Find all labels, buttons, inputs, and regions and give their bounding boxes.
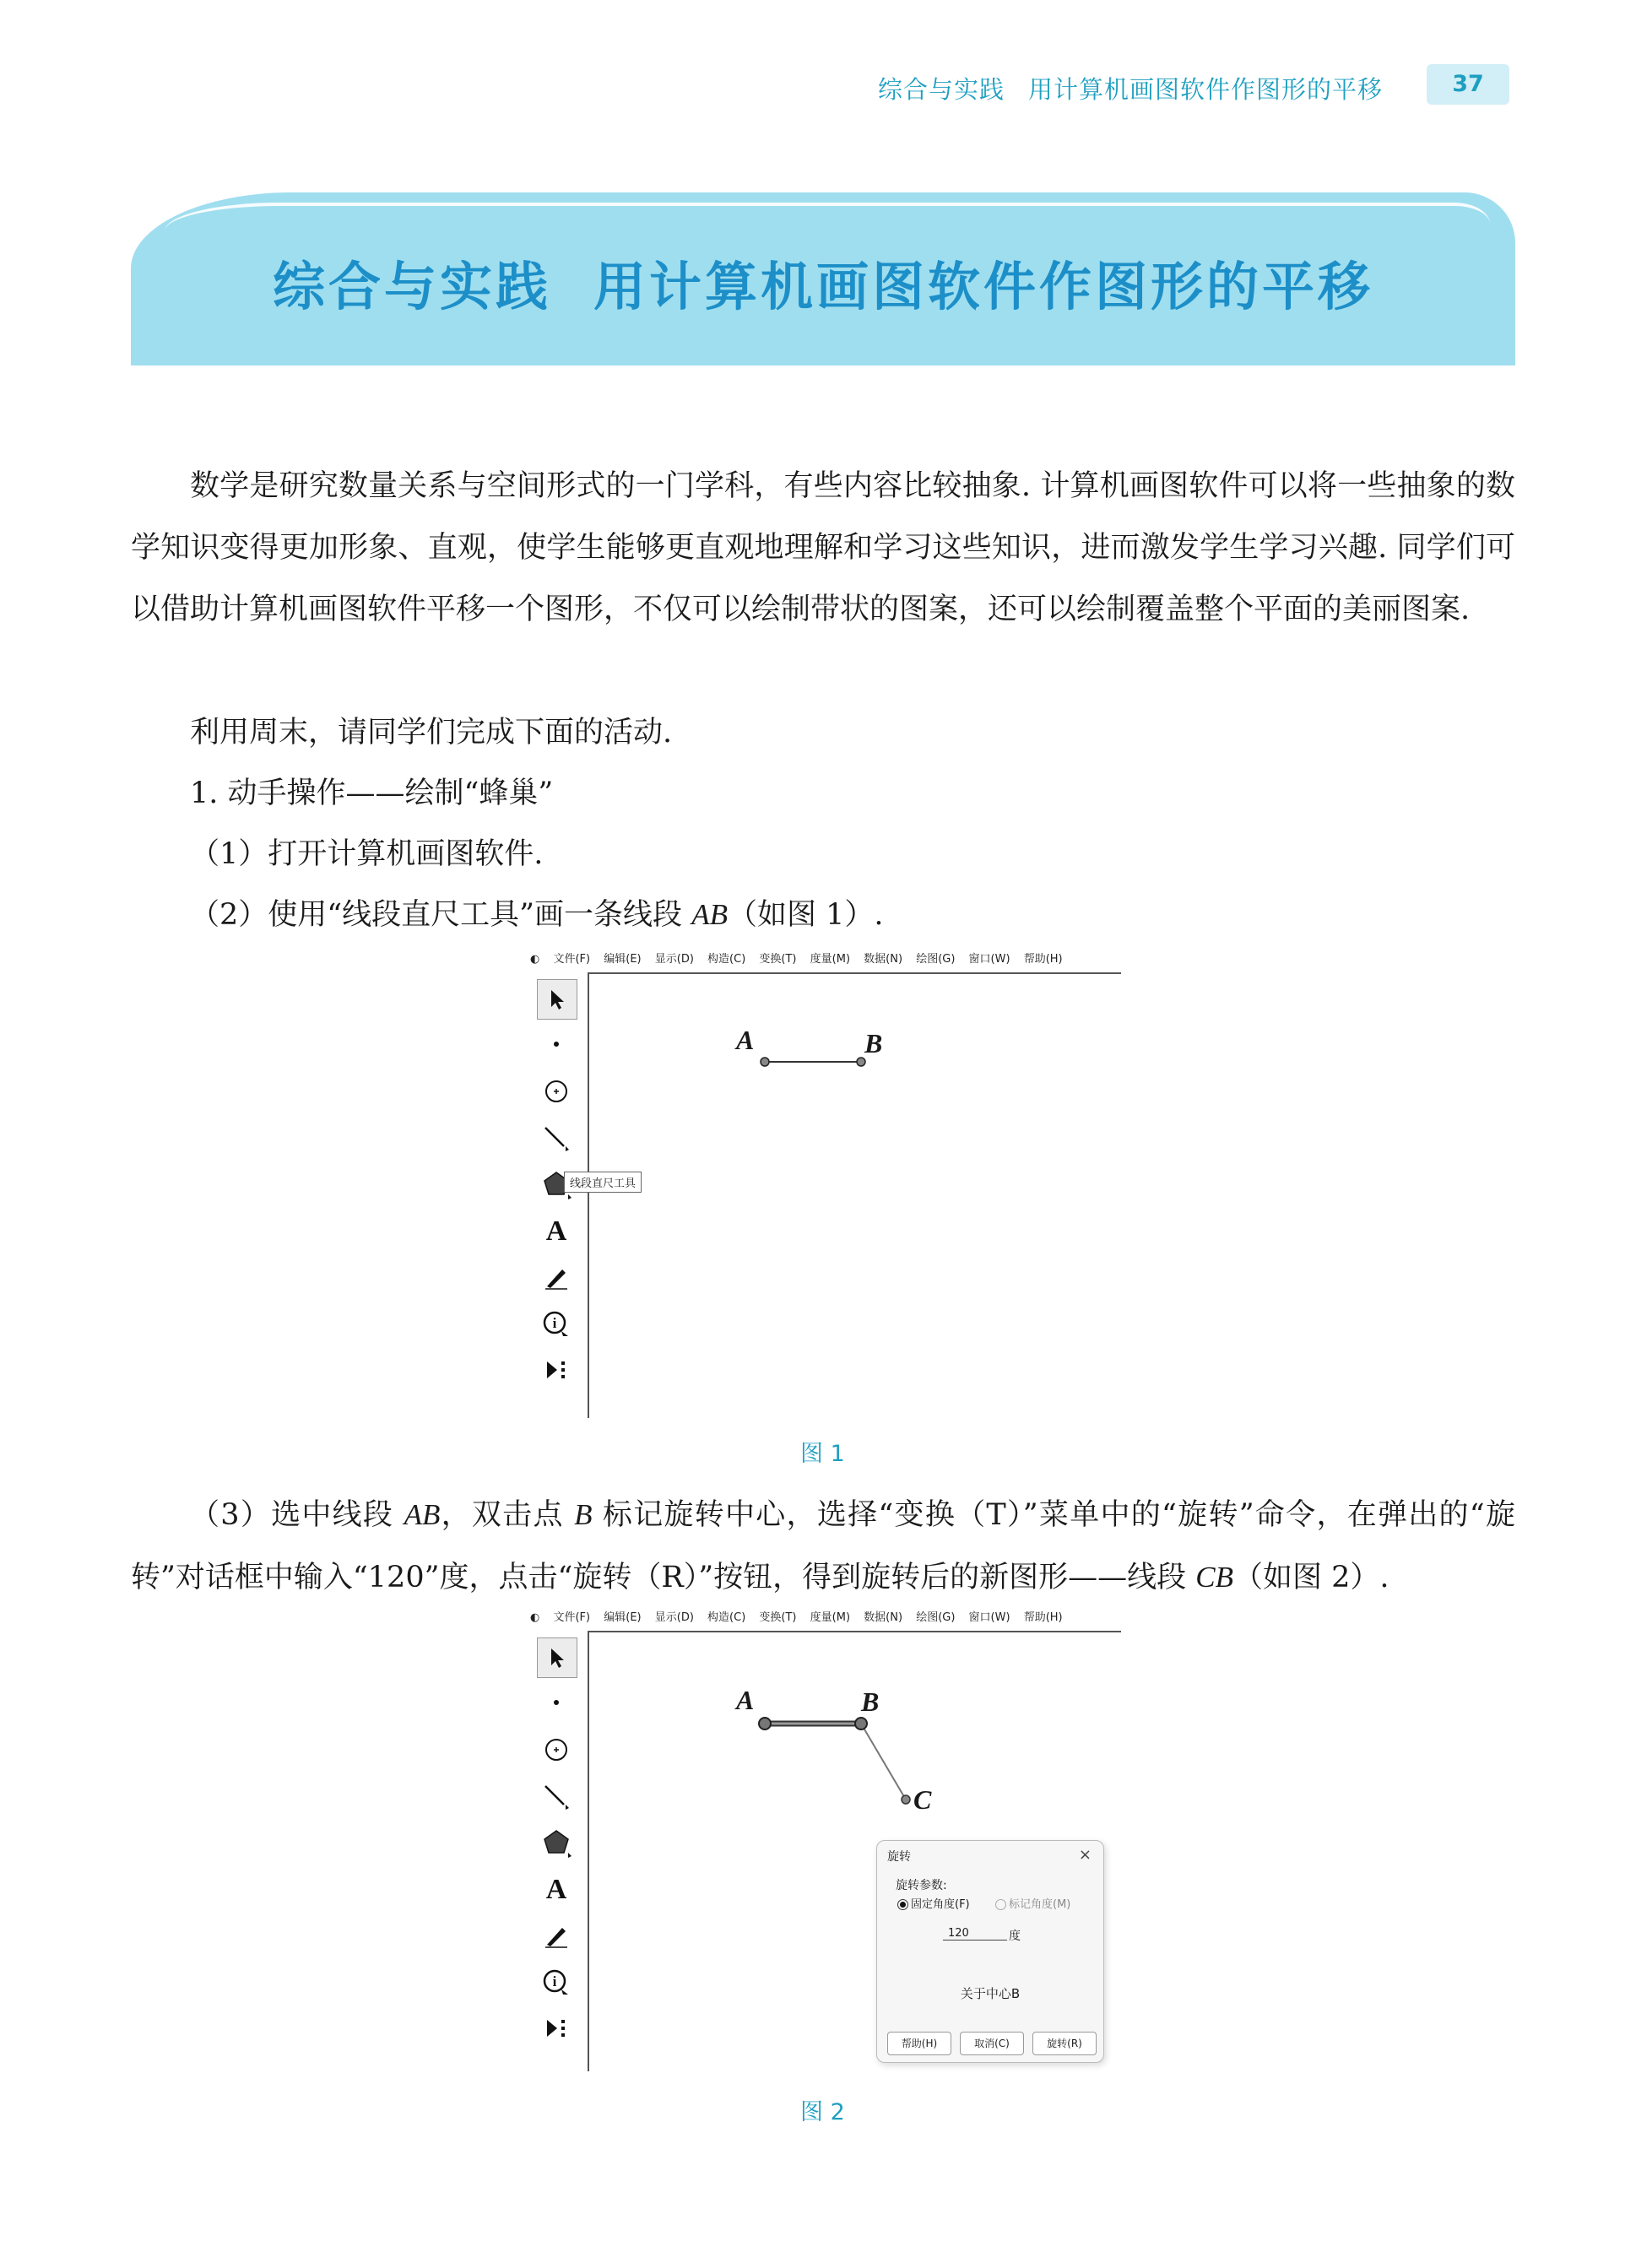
banner-title	[131, 245, 1515, 320]
menu-graph[interactable]: 绘图(G)	[916, 1611, 956, 1624]
marked-angle-radio[interactable]	[995, 1895, 1070, 1911]
step-2-before: （2）使用“线段直尺工具”画一条线段	[190, 898, 692, 932]
menu-measure[interactable]: 度量(M)	[810, 953, 851, 966]
step-3-text	[131, 1484, 1515, 1609]
center-label: 关于中心B	[960, 1986, 1021, 2001]
label-b: B	[864, 1028, 883, 1058]
menu-transform[interactable]: 变换(T)	[759, 953, 797, 966]
menu-file[interactable]: 文件(F)	[553, 953, 591, 966]
step-2	[190, 891, 883, 934]
rotate-dialog	[876, 1840, 1104, 2063]
running-header	[878, 71, 1383, 106]
weekend-line: 利用周末，请同学们完成下面的活动.	[190, 716, 673, 750]
help-button[interactable]: 帮助(H)	[887, 2032, 951, 2055]
fixed-angle-radio[interactable]	[897, 1895, 970, 1911]
app-icon: ◐	[530, 953, 540, 966]
point-a	[761, 1058, 769, 1066]
dialog-title: 旋转	[887, 1850, 911, 1864]
menu-measure[interactable]: 度量(M)	[810, 1611, 851, 1624]
menu-help[interactable]: 帮助(H)	[1023, 953, 1063, 966]
menu-display[interactable]: 显示(D)	[654, 953, 694, 966]
text-tool-icon[interactable]: A	[545, 1215, 567, 1247]
caption-figure-1: 图 1	[800, 1441, 845, 1467]
step-2-segment: AB	[691, 898, 728, 931]
label-a: A	[736, 1685, 755, 1715]
step-2-after: （如图 1）.	[727, 898, 884, 932]
menu-transform[interactable]: 变换(T)	[759, 1611, 797, 1624]
activity-title: 1. 动手操作——绘制“蜂巢”	[190, 777, 554, 810]
banner-title-part2: 用计算机画图软件作图形的平移	[593, 256, 1374, 317]
svg-text:i: i	[552, 1973, 557, 1989]
point-c	[902, 1795, 910, 1804]
step-3-part1: （3）选中线段	[190, 1498, 404, 1532]
step-3-paragraph	[131, 1484, 1515, 1609]
menu-edit[interactable]: 编辑(E)	[604, 953, 642, 966]
menu-window[interactable]: 窗口(W)	[968, 953, 1010, 966]
cancel-button[interactable]: 取消(C)	[960, 2032, 1024, 2055]
menu-data[interactable]: 数据(N)	[864, 953, 903, 966]
caption-figure-2: 图 2	[800, 2099, 845, 2125]
menu-edit[interactable]: 编辑(E)	[604, 1611, 642, 1624]
step-3-part3: 标记旋转中心，选择“变换（T）”菜单中的“旋转”命令，在弹出的“旋转”对话框中输入“120”度，点击“旋转（R）”按钮，得到旋转后的新图形——线段	[131, 1498, 1515, 1594]
step-3-segment-ab: AB	[404, 1498, 441, 1531]
menu-construct[interactable]: 构造(C)	[707, 1611, 746, 1624]
rotate-button[interactable]: 旋转(R)	[1032, 2032, 1097, 2055]
menu-window[interactable]: 窗口(W)	[968, 1611, 1010, 1624]
point-b	[855, 1718, 867, 1729]
text-tool-icon[interactable]: A	[545, 1874, 567, 1905]
radio-unselected-icon	[995, 1899, 1006, 1910]
step-3-part2: ，双击点	[440, 1498, 575, 1532]
fixed-angle-label: 固定角度(F)	[911, 1898, 970, 1911]
label-c: C	[913, 1784, 932, 1815]
point-a	[759, 1718, 771, 1729]
menu-help[interactable]: 帮助(H)	[1023, 1611, 1063, 1624]
menu-file[interactable]: 文件(F)	[553, 1611, 591, 1624]
app-icon: ◐	[530, 1611, 540, 1624]
segment-tool-tooltip: 线段直尺工具	[564, 1172, 642, 1193]
rotation-params-label: 旋转参数:	[896, 1879, 947, 1892]
close-icon[interactable]: ×	[1078, 1846, 1092, 1864]
segment-cb	[861, 1724, 906, 1800]
figure-2	[530, 1605, 1121, 2071]
menu-display[interactable]: 显示(D)	[654, 1611, 694, 1624]
intro-text: 数学是研究数量关系与空间形式的一门学科，有些内容比较抽象. 计算机画图软件可以将一些抽象的数学知识变得更加形象、直观，使学生能够更直观地理解和学习这些知识，进而激发学生学习兴趣. 同学们可以借助计算机画图软件平移一个图形，不仅可以绘制带状的图案，还可以绘制覆盖整个平面的美丽图案.	[131, 469, 1515, 626]
label-b: B	[861, 1686, 880, 1717]
menu-construct[interactable]: 构造(C)	[707, 953, 746, 966]
page-number: 37	[1427, 64, 1509, 105]
step-3-part4: （如图 2）.	[1233, 1561, 1390, 1594]
banner-title-part1: 综合与实践	[272, 256, 551, 317]
menu-graph[interactable]: 绘图(G)	[916, 953, 956, 966]
title-banner	[131, 192, 1515, 365]
step-1: （1）打开计算机画图软件.	[190, 837, 544, 871]
header-section: 综合与实践	[878, 75, 1005, 104]
figure-1-canvas	[530, 947, 1121, 1418]
angle-input[interactable]: 120	[943, 1927, 1007, 1941]
svg-text:i: i	[552, 1315, 557, 1331]
step-3-segment-cb: CB	[1195, 1561, 1233, 1594]
figure-1	[530, 947, 1121, 1418]
header-topic: 用计算机画图软件作图形的平移	[1028, 75, 1384, 104]
angle-unit: 度	[1009, 1930, 1021, 1943]
radio-selected-icon	[897, 1899, 908, 1910]
marked-angle-label: 标记角度(M)	[1009, 1898, 1071, 1911]
step-3-point-b: B	[574, 1498, 593, 1531]
label-a: A	[736, 1025, 755, 1055]
intro-paragraph	[131, 456, 1515, 641]
menu-data[interactable]: 数据(N)	[864, 1611, 903, 1624]
